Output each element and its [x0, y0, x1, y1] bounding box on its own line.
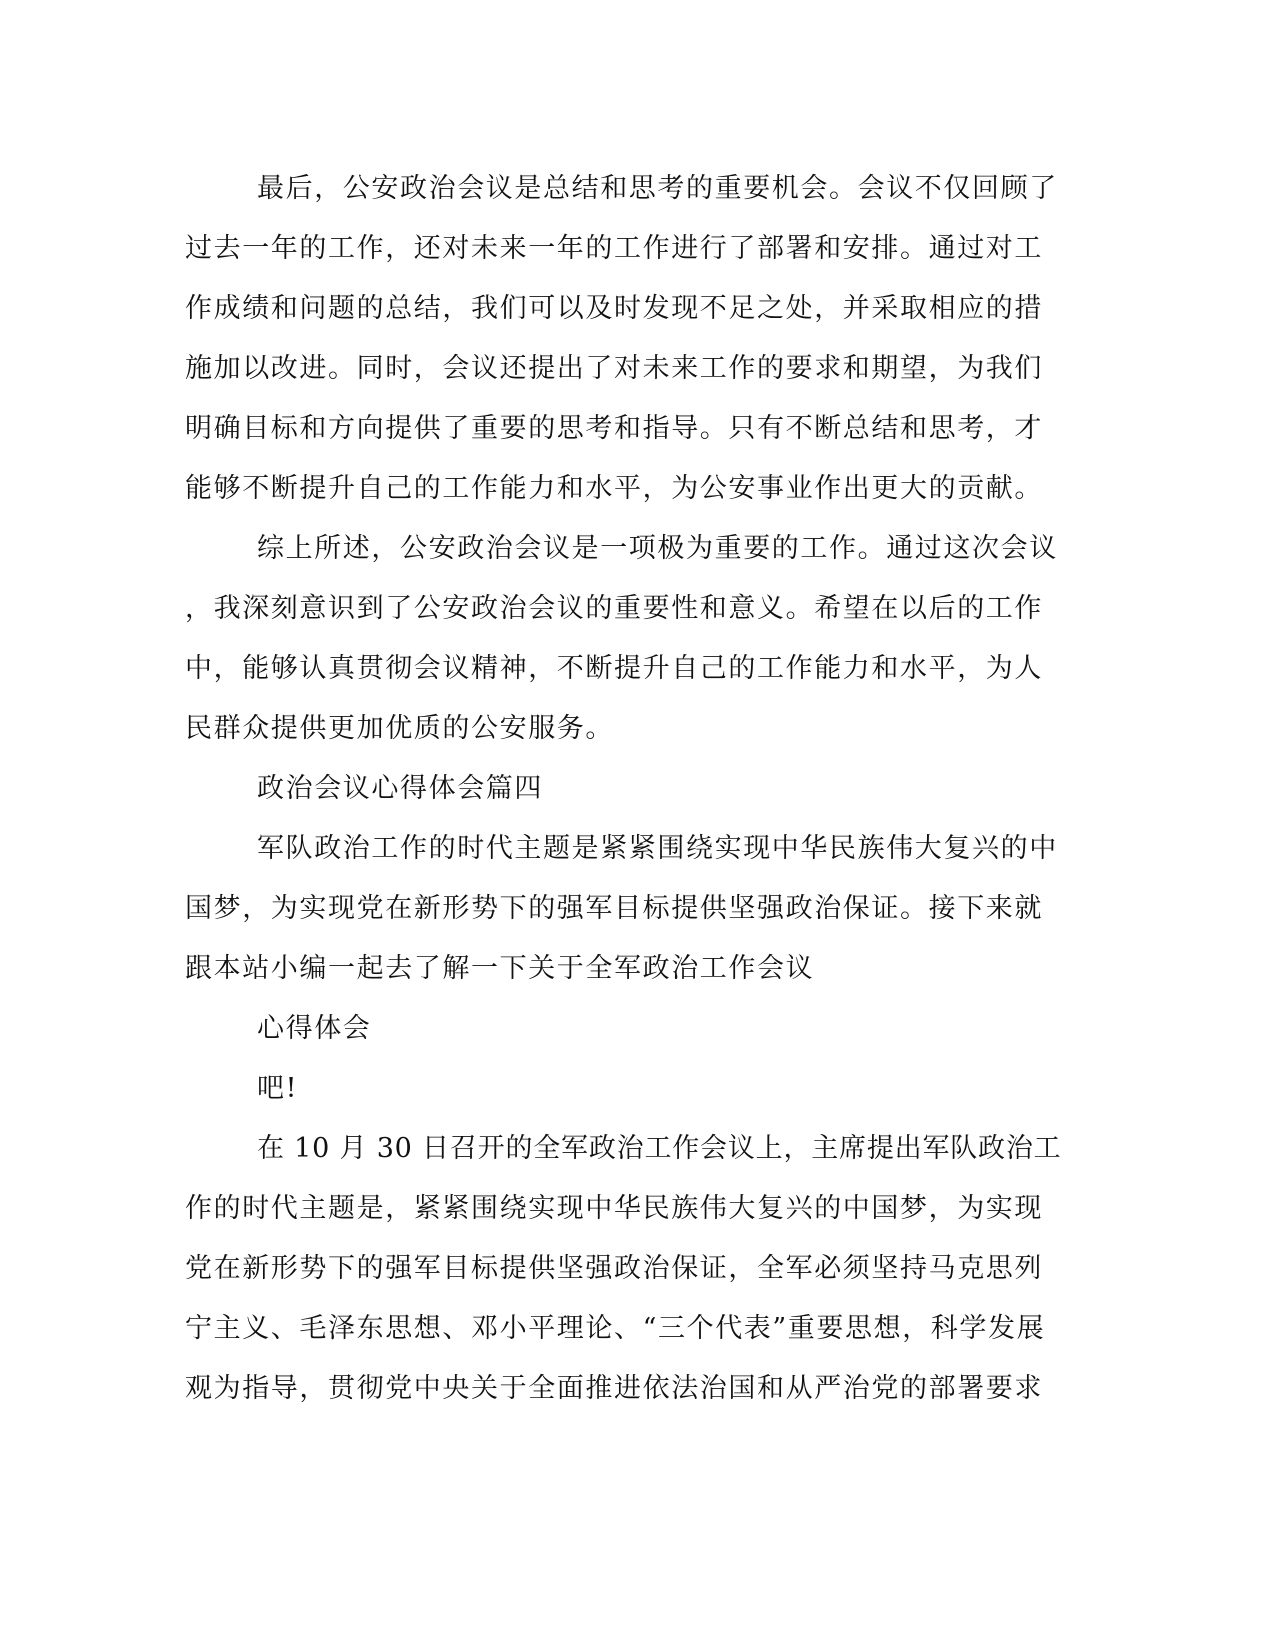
- text-line: 过去一年的工作，还对未来一年的工作进行了部署和安排。通过对工: [185, 233, 1043, 264]
- text-line: 明确目标和方向提供了重要的思考和指导。只有不断总结和思考，才: [185, 413, 1043, 444]
- text-line: ，我深刻意识到了公安政治会议的重要性和意义。希望在以后的工作: [185, 593, 1043, 624]
- text-line: 最后，公安政治会议是总结和思考的重要机会。会议不仅回顾了: [257, 173, 1058, 204]
- text-line: 吧!: [257, 1073, 299, 1104]
- text-line: 在 10 月 30 日召开的全军政治工作会议上，主席提出军队政治工: [257, 1133, 1062, 1164]
- text-line: 中，能够认真贯彻会议精神，不断提升自己的工作能力和水平，为人: [185, 653, 1043, 684]
- text-line: 能够不断提升自己的工作能力和水平，为公安事业作出更大的贡献。: [185, 473, 1043, 504]
- text-line: 综上所述，公安政治会议是一项极为重要的工作。通过这次会议: [257, 533, 1058, 564]
- document-body: [185, 159, 1065, 1419]
- text-line: 施加以改进。同时，会议还提出了对未来工作的要求和期望，为我们: [185, 353, 1043, 384]
- text-line: 作的时代主题是，紧紧围绕实现中华民族伟大复兴的中国梦，为实现: [185, 1193, 1043, 1224]
- text-line: 国梦，为实现党在新形势下的强军目标提供坚强政治保证。接下来就: [185, 893, 1043, 924]
- text-line: 作成绩和问题的总结，我们可以及时发现不足之处，并采取相应的措: [185, 293, 1043, 324]
- text-line: 心得体会: [257, 1013, 372, 1044]
- text-line: 民群众提供更加优质的公安服务。: [185, 713, 614, 744]
- section-heading: 政治会议心得体会篇四: [257, 773, 543, 804]
- text-line: 宁主义、毛泽东思想、邓小平理论、“三个代表”重要思想，科学发展: [185, 1313, 1046, 1344]
- text-line: 跟本站小编一起去了解一下关于全军政治工作会议: [185, 953, 815, 984]
- text-line: 观为指导，贯彻党中央关于全面推进依法治国和从严治党的部署要求: [185, 1373, 1043, 1404]
- text-line: 党在新形势下的强军目标提供坚强政治保证，全军必须坚持马克思列: [185, 1253, 1043, 1284]
- text-line: 军队政治工作的时代主题是紧紧围绕实现中华民族伟大复兴的中: [257, 833, 1058, 864]
